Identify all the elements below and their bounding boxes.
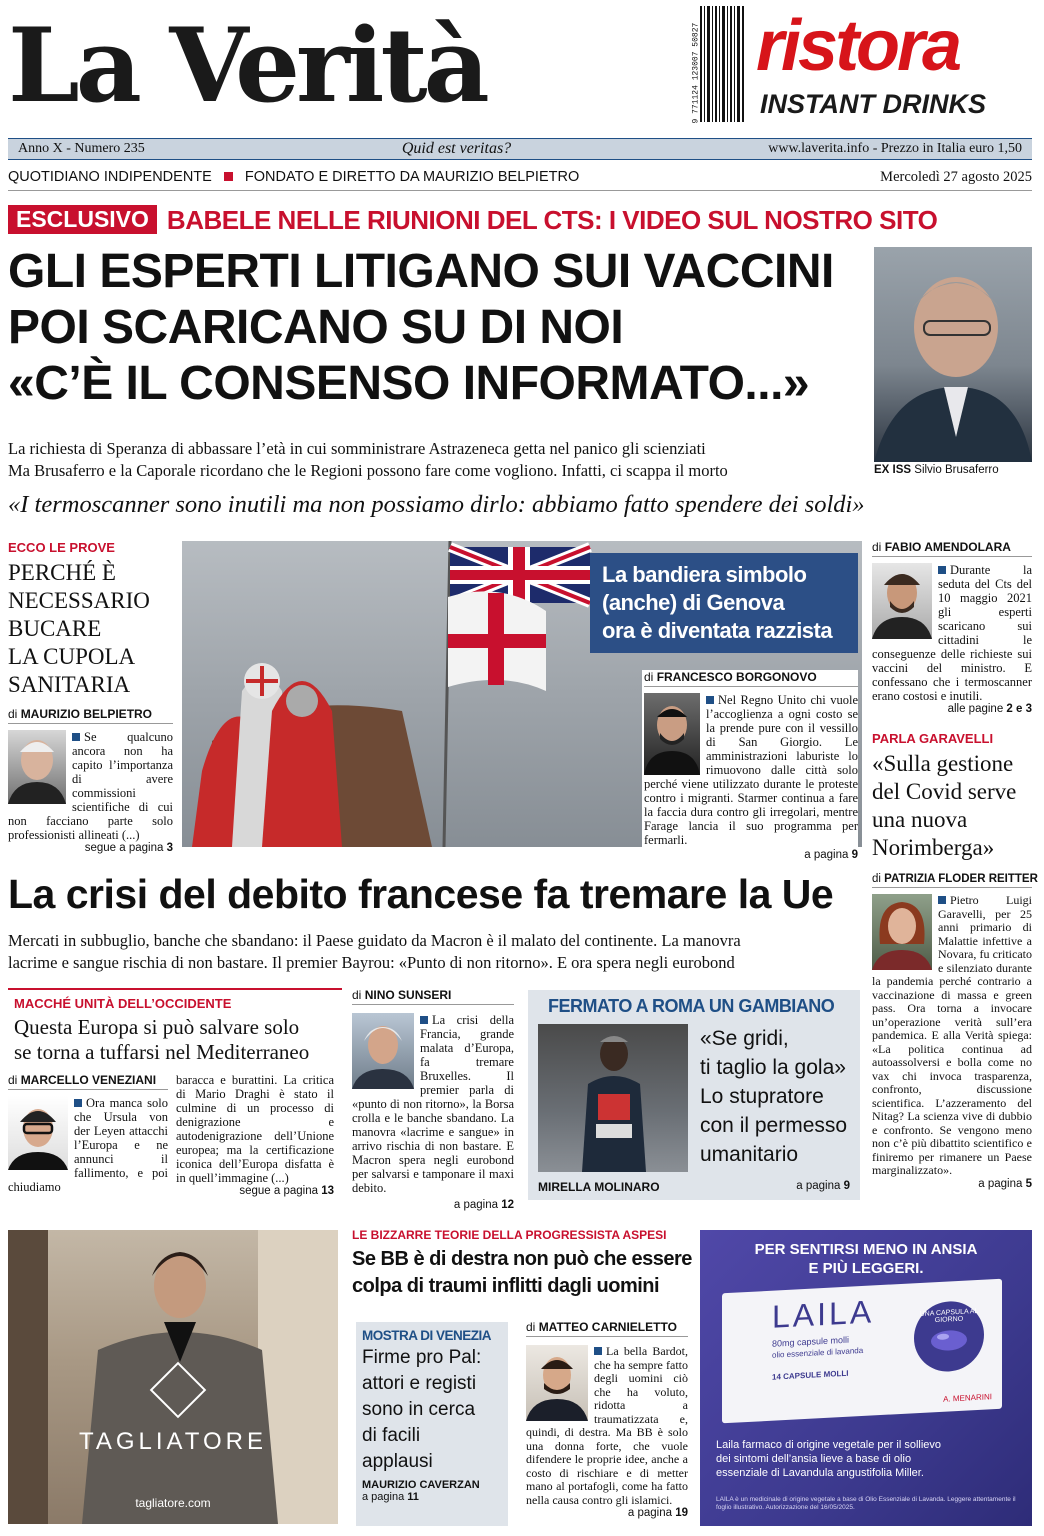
left-kicker: ECCO LE PROVE	[8, 540, 115, 555]
europa-headline-line: se torna a tuffarsi nel Mediterraneo	[14, 1040, 310, 1064]
laila-claim-line: dei sintomi dell’ansia lieve a base di olio	[716, 1453, 912, 1465]
garavelli-headline-line: «Sulla gestione	[872, 751, 1014, 776]
laila-maker: A. MENARINI	[943, 1392, 992, 1404]
europa-headline-line: Questa Europa si può salvare solo	[14, 1015, 300, 1039]
sunseri-text: La crisi della Francia, grande malata d’Europa, fa tremare Bruxelles. Il premier parla di «punto di non ritorno», la Borsa crolla e le banche sbandano. La manovra «lacrime e sangue» in arrivo rischia di non bastare. E Macron spera negli eurobond per salvarsi e tamponare il maxi debito.	[352, 1013, 514, 1195]
lead-kicker: BABELE NELLE RIUNIONI DEL CTS: I VIDEO SUL NOSTRO SITO	[166, 205, 938, 235]
gambiano-headline-line: Lo stupratore	[700, 1085, 824, 1108]
portrait-icon	[526, 1345, 588, 1421]
left-headline-line: BUCARE	[8, 616, 102, 641]
barcode	[686, 4, 748, 126]
flag-byline: di FRANCESCO BORGONOVO	[644, 670, 858, 687]
flag-headline-line: ora è diventata razzista	[602, 618, 833, 643]
garavelli-headline	[872, 750, 1032, 862]
europa-ref[interactable]: segue a pagina 13	[239, 1185, 334, 1197]
europa-text-2: baracca e burattini. La critica di Mario Draghi è stato il culmine di un processo di denigrazione e autodenigrazione dell’Unione europea; ma la certificazione iconica dell’Europa disfatta è in quell’immagine (...)	[176, 1073, 334, 1185]
laila-dose-sub: olio essenziale di lavanda	[772, 1345, 864, 1360]
sunseri-story	[352, 988, 514, 1210]
garavelli-text: Pietro Luigi Garavelli, per 25 anni primario di Malattie infettive a Novara, fu criticato e silenziato durante la pandemia perché contrario a vaccinazione di massa e green pass. Ora torna a invocare un’operazione verità sull’era pandemica. E alla Verità spiega: «La politica continua ad autoassolversi e bolla come no vax chi invoca trasparenza, confronto, discussione scientifica. L’azzeramento del Nitag? La scienza vive di dubbio e confronto. Se vengono meno non c’è più dibattito scientifico e finiremo per rimanere un Paese marginalizzato».	[872, 893, 1032, 1177]
masthead-logo	[8, 0, 568, 132]
st-george-flag-icon	[448, 591, 546, 691]
venezia-headline-line: sono in cerca	[362, 1399, 476, 1420]
portrait-icon	[352, 1013, 414, 1089]
gambiano-byline: MIRELLA MOLINARO	[538, 1180, 660, 1194]
amendolara-text: Durante la seduta del Cts del 10 maggio 2021 gli esperti scaricano sui cittadini le conseguenze delle richieste sui vaccini del ministro. E confessano che i termoscanner erano costosi e inutili.	[872, 563, 1032, 703]
flag-story	[642, 670, 858, 861]
issue-date: Mercoledì 27 agosto 2025	[880, 169, 1032, 185]
laila-headline-line: E PIÙ LEGGERI.	[808, 1260, 924, 1277]
lead-summary	[8, 438, 868, 482]
flag-text: Nel Regno Unito chi vuole l’accoglienza a ogni costo se la prende pure con il vessillo di San Giorgio. Le amministrazioni laburiste lo rimuovono dalle città solo perché viene utilizzato durante le proteste contro i migranti. Starmer continua a fare la faccia dura contro gli irregolari, mentre Farage lancia il suo programma per fermarli.	[644, 693, 858, 847]
motto: Quid est veritas?	[401, 140, 512, 157]
venezia-headline-line: applausi	[362, 1451, 433, 1472]
amendolara-byline: di FABIO AMENDOLARA	[872, 540, 1032, 557]
ristora-brand: ristora	[756, 6, 960, 86]
portrait-icon	[644, 693, 700, 775]
europa-byline: di MARCELLO VENEZIANI	[8, 1073, 168, 1090]
bb-headline	[352, 1246, 692, 1300]
left-ref[interactable]: segue a pagina 3	[84, 842, 173, 854]
left-headline-line: LA CUPOLA	[8, 644, 136, 669]
lead-summary-line: Ma Brusaferro e la Caporale ricordano che le Regioni possono fare come vogliono. Infatti, ci scappa il morto	[8, 461, 728, 480]
gambiano-box	[528, 990, 860, 1200]
portrait-icon	[872, 563, 932, 639]
sunseri-ref[interactable]: a pagina 12	[453, 1199, 514, 1211]
flag-headline-box	[590, 553, 858, 653]
laila-claim-line: essenziale di Lavandula angustifolia Miller.	[716, 1467, 924, 1479]
lead-headline-line: «C’È IL CONSENSO INFORMATO...»	[8, 357, 810, 410]
barcode-number: 9 771124 123007 50827	[691, 22, 701, 124]
photo-carnieletto	[526, 1345, 588, 1421]
garavelli-headline-line: Norimberga»	[872, 835, 995, 860]
photo-gambiano	[538, 1024, 688, 1172]
bb-text: La bella Bardot, che ha sempre fatto degli uomini ciò che ha voluto, ridotta a traumatizzata e, quindi, di destra. Ma BB è solo una donna forte, che vuole difendere le proprie idee, anche a costo di rischiare e di metter mano al portafogli, come ha fatto nella causa contro gli islamici.	[526, 1344, 688, 1507]
europa-box	[8, 988, 342, 1202]
lead-quote: «I termoscanner sono inutili ma non possiamo dirlo: abbiamo fatto spendere dei soldi»	[8, 491, 865, 518]
portrait-icon	[872, 894, 932, 970]
europa-text-1: Ora manca solo che Ursula von der Leyen attacchi l’Europa e ne annunci il fallimento, e poi chiudiamo	[8, 1096, 168, 1194]
issue-bar	[8, 138, 1032, 160]
tagline-square	[224, 172, 233, 181]
left-text: Se qualcuno ancora non ha capito l’importanza di avere commissioni scientifiche di cui non facciano parte solo professionisti allineati (...)	[8, 730, 173, 842]
lead-kicker-row	[8, 205, 1032, 237]
gambiano-headline-line: «Se gridi,	[700, 1027, 789, 1050]
garavelli-headline-block	[872, 731, 1032, 862]
bb-ref[interactable]: a pagina 19	[627, 1507, 688, 1519]
left-headline-line: SANITARIA	[8, 672, 131, 697]
caption-label: EX ISS	[874, 464, 912, 476]
amendolara-ref[interactable]: alle pagine 2 e 3	[947, 703, 1032, 715]
flag-headline-line: (anche) di Genova	[602, 590, 785, 615]
bb-byline: di MATTEO CARNIELETTO	[526, 1320, 688, 1337]
portrait-icon	[8, 1096, 68, 1170]
laila-fine-print: LAILA è un medicinale di origine vegetale a base di Olio Essenziale di Lavanda. Leggere attentamente il foglio illustrativo. Autorizzazione del 16/05/2025.	[716, 1496, 1016, 1511]
gambiano-headline-line: umanitario	[700, 1143, 799, 1166]
portrait-icon	[874, 247, 1032, 462]
lead-headline	[8, 244, 868, 412]
debt-headline: La crisi del debito francese fa tremare la Ue	[8, 871, 834, 917]
sunseri-byline: di NINO SUNSERI	[352, 988, 514, 1005]
cctv-figure-illustration	[538, 1024, 688, 1172]
right-col-amendolara	[872, 540, 1032, 715]
capsule-icon	[929, 1328, 969, 1352]
laila-dose: 80mg capsule molli	[772, 1334, 850, 1349]
garavelli-kicker: PARLA GARAVELLI	[872, 731, 994, 746]
europa-kicker: MACCHÉ UNITÀ DELL’OCCIDENTE	[14, 996, 232, 1011]
venezia-kicker: MOSTRA DI VENEZIA	[362, 1328, 492, 1343]
debt-summary	[8, 930, 868, 974]
laila-pack	[722, 1279, 1002, 1424]
flag-ref[interactable]: a pagina 9	[804, 849, 858, 861]
venezia-headline-line: Firme pro Pal:	[362, 1347, 482, 1368]
venezia-headline	[362, 1345, 502, 1475]
laila-count: 14 CAPSULE MOLLI	[772, 1368, 849, 1382]
tagline-independent: QUOTIDIANO INDIPENDENTE	[8, 169, 212, 185]
garavelli-ref[interactable]: a pagina 5	[978, 1177, 1032, 1190]
left-byline: di MAURIZIO BELPIETRO	[8, 707, 173, 724]
left-headline-line: NECESSARIO	[8, 588, 150, 613]
venezia-box	[356, 1322, 508, 1526]
venezia-headline-line: attori e registi	[362, 1373, 477, 1394]
photo-garavelli	[872, 894, 932, 970]
photo-veneziani	[8, 1096, 68, 1170]
photo-borgonovo	[644, 693, 700, 775]
garavelli-headline-line: del Covid serve	[872, 779, 1017, 804]
gambiano-headline-line: con il permesso	[700, 1114, 848, 1137]
tagline-bar	[8, 169, 1032, 191]
left-headline-line: PERCHÉ È	[8, 560, 116, 585]
garavelli-byline: di PATRIZIA FLODER REITTER	[872, 873, 1032, 888]
flag-headline-line: La bandiera simbolo	[602, 562, 807, 587]
venezia-byline: MAURIZIO CAVERZAN	[362, 1479, 480, 1491]
left-col	[8, 540, 173, 852]
lead-headline-line: GLI ESPERTI LITIGANO SUI VACCINI	[8, 245, 834, 298]
debt-summary-line: lacrime e sangue rischia di non bastare. Il premier Bayrou: «Punto di non ritorno». E ora spera negli eurobond	[8, 953, 735, 972]
tagline-founder: FONDATO E DIRETTO DA MAURIZIO BELPIETRO	[244, 169, 580, 185]
ristora-sub: INSTANT DRINKS	[760, 89, 986, 119]
photo-sunseri	[352, 1013, 414, 1089]
tagliatore-url[interactable]: tagliatore.com	[135, 1496, 211, 1510]
lead-summary-line: La richiesta di Speranza di abbassare l’età in cui somministrare Astrazeneca getta nel panico gli scienziati	[8, 439, 706, 458]
laila-brand: LAILA	[772, 1293, 875, 1335]
laila-claim	[716, 1438, 1016, 1480]
left-headline	[8, 559, 173, 699]
ad-ristora[interactable]	[756, 2, 1036, 130]
portrait-icon	[8, 730, 66, 804]
gambiano-kicker: FERMATO A ROMA UN GAMBIANO	[548, 996, 835, 1016]
ad-laila[interactable]	[700, 1230, 1032, 1526]
europa-headline	[8, 1015, 342, 1065]
photo-belpietro	[8, 730, 66, 804]
caption-name: Silvio Brusaferro	[914, 464, 999, 476]
gambiano-headline-line: ti taglio la gola»	[700, 1056, 846, 1079]
bb-headline-line: colpa di traumi inflitti dagli uomini	[352, 1275, 660, 1297]
site-price: www.laverita.info - Prezzo in Italia euro 1,50	[768, 141, 1022, 156]
issue-number: Anno X - Numero 235	[18, 141, 145, 156]
garavelli-headline-line: una nuova	[872, 807, 968, 832]
bb-story	[526, 1320, 688, 1519]
garavelli-story	[872, 873, 1038, 1190]
laila-claim-line: Laila farmaco di origine vegetale per il sollievo	[716, 1439, 942, 1451]
gambiano-ref[interactable]: a pagina 9	[796, 1180, 850, 1192]
photo-amendolara	[872, 563, 932, 639]
bb-kicker: LE BIZZARRE TEORIE DELLA PROGRESSISTA ASPESI	[352, 1228, 667, 1242]
laila-badge: UNA CAPSULA AL GIORNO	[914, 1300, 984, 1374]
laila-headline	[700, 1240, 1032, 1278]
brusaferro-caption	[874, 464, 1034, 476]
photo-brusaferro	[874, 247, 1032, 462]
lead-headline-line: POI SCARICANO SU DI NOI	[8, 301, 624, 354]
venezia-ref[interactable]: a pagina 11	[362, 1491, 419, 1503]
laila-headline-line: PER SENTIRSI MENO IN ANSIA	[754, 1241, 978, 1258]
exclusive-label: ESCLUSIVO	[8, 205, 157, 234]
ad-tagliatore[interactable]	[8, 1230, 338, 1524]
debt-summary-line: Mercati in subbuglio, banche che sbandano: il Paese guidato da Macron è il malato del continente. La manovra	[8, 931, 741, 950]
venezia-headline-line: di facili	[362, 1425, 421, 1446]
bb-headline-block	[352, 1228, 692, 1300]
logo-text: La Verità	[8, 6, 486, 126]
bb-headline-line: Se BB è di destra non può che essere	[352, 1248, 692, 1270]
tagliatore-brand: TAGLIATORE	[78, 1428, 268, 1455]
gambiano-headline	[700, 1024, 856, 1169]
